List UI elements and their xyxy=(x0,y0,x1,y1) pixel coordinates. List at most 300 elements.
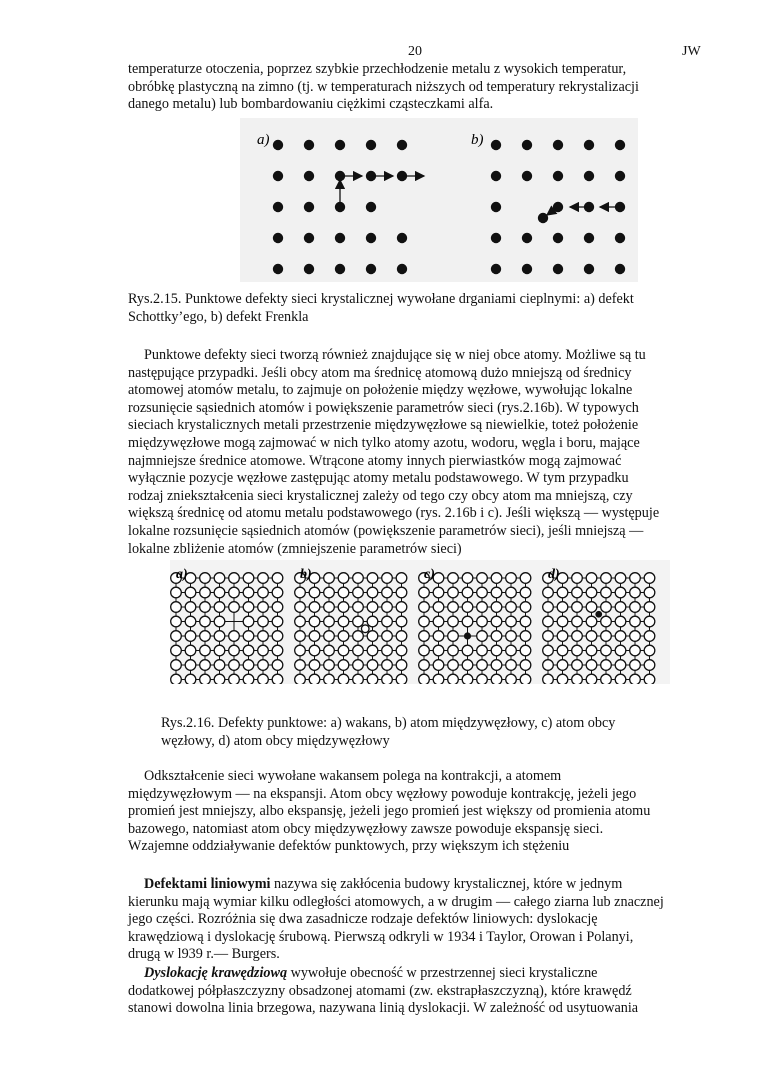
text-line: wyłącznie pozycje węzłowe zastępując atomy metalu podstawowego. W tym przypadku xyxy=(128,470,629,487)
lattice-atom xyxy=(353,587,364,598)
lattice-atom xyxy=(243,645,254,656)
lattice-atom xyxy=(229,660,240,671)
lattice-atom xyxy=(309,587,320,598)
figure-2-15 xyxy=(240,118,638,282)
lattice-atom xyxy=(324,631,335,642)
text-line: rodzaj zniekształcenia sieci krystalicznej zależy od tego czy obcy atom ma mniejszą, czy xyxy=(128,487,633,504)
lattice-atom xyxy=(477,587,488,598)
lattice-atom xyxy=(477,660,488,671)
term-edge-dislocation: Dyslokację krawędziową xyxy=(144,965,288,981)
lattice-atom xyxy=(338,587,349,598)
lattice-atom xyxy=(601,674,612,684)
lattice-atom xyxy=(462,674,473,684)
paragraph-line-defects xyxy=(128,876,688,964)
lattice-atom xyxy=(367,573,378,584)
lattice-atom xyxy=(272,573,283,584)
lattice-atom xyxy=(382,587,393,598)
lattice-atom xyxy=(338,602,349,613)
atom-dot xyxy=(273,140,283,150)
atom-dot xyxy=(335,233,345,243)
lattice-atom xyxy=(630,674,641,684)
lattice-atom xyxy=(185,631,196,642)
lattice-atom xyxy=(171,645,182,656)
lattice-atom xyxy=(543,660,554,671)
atom-dot xyxy=(491,171,501,181)
lattice-atom xyxy=(258,587,269,598)
panel-label-d: d) xyxy=(548,567,560,582)
atom-dot xyxy=(553,264,563,274)
lattice-atom xyxy=(433,616,444,627)
lattice-atom xyxy=(229,587,240,598)
text-line: temperaturze otoczenia, poprzez szybkie przechłodzenie metalu z wysokich temperatur, xyxy=(128,61,627,77)
term-line-defects: Defektami liniowymi xyxy=(144,876,271,892)
lattice-atom xyxy=(338,573,349,584)
lattice-atom xyxy=(506,660,517,671)
lattice-atom xyxy=(353,602,364,613)
atom-dot xyxy=(615,264,625,274)
lattice-atom xyxy=(367,660,378,671)
lattice-atom xyxy=(338,660,349,671)
lattice-atom xyxy=(396,587,407,598)
lattice-atom xyxy=(382,573,393,584)
lattice-atom xyxy=(491,573,502,584)
lattice-atom xyxy=(506,573,517,584)
lattice-atom xyxy=(572,674,583,684)
lattice-atom xyxy=(309,674,320,684)
lattice-panels xyxy=(171,573,655,684)
lattice-atom xyxy=(477,631,488,642)
lattice-atom xyxy=(543,631,554,642)
lattice-atom xyxy=(586,660,597,671)
text-line: lokalne rozsunięcie sąsiednich atomów (powiększenie parametrów sieci), jeśli mniejszą — xyxy=(128,522,644,539)
lattice-atom xyxy=(615,573,626,584)
lattice-atom xyxy=(448,645,459,656)
lattice-atom xyxy=(200,645,211,656)
lattice-atom xyxy=(309,602,320,613)
lattice-atom xyxy=(477,645,488,656)
lattice-atom xyxy=(229,674,240,684)
figure-2-16-drawing xyxy=(170,560,670,684)
atom-dot xyxy=(366,264,376,274)
lattice-atom xyxy=(630,573,641,584)
lattice-atom xyxy=(396,631,407,642)
atom-dot xyxy=(584,171,594,181)
figure-2-16 xyxy=(170,560,670,684)
lattice-atom xyxy=(586,674,597,684)
atom-dot xyxy=(584,140,594,150)
paragraph-edge-dislocation xyxy=(128,965,688,1018)
lattice-atom xyxy=(353,631,364,642)
lattice-atom xyxy=(520,631,531,642)
interstitial-atom xyxy=(361,625,369,633)
lattice-atom xyxy=(214,660,225,671)
lattice-atom xyxy=(185,660,196,671)
lattice-atom xyxy=(324,645,335,656)
atom-dot xyxy=(397,140,407,150)
atom-dot xyxy=(522,140,532,150)
lattice-atom xyxy=(491,660,502,671)
atom-dot xyxy=(397,264,407,274)
lattice-atom xyxy=(324,660,335,671)
lattice-atom xyxy=(433,602,444,613)
lattice-atom xyxy=(309,616,320,627)
lattice-atom xyxy=(520,602,531,613)
lattice-atom xyxy=(543,616,554,627)
lattice-atom xyxy=(272,674,283,684)
lattice-atom xyxy=(491,587,502,598)
lattice-atom xyxy=(572,602,583,613)
figure-2-16-caption xyxy=(161,715,615,750)
atom-dot xyxy=(273,264,283,274)
lattice-atom xyxy=(543,602,554,613)
lattice-atom xyxy=(185,616,196,627)
lattice-atom xyxy=(295,587,306,598)
lattice-atom xyxy=(243,631,254,642)
lattice-atom xyxy=(295,616,306,627)
lattice-atom xyxy=(419,660,430,671)
lattice-atom xyxy=(353,616,364,627)
text-line: krawędziową i dyslokację śrubową. Pierwszą odkryli w 1934 i Taylor, Orowan i Polanyi, xyxy=(128,928,634,945)
text-line: bazowego, natomiast atom obcy międzywęzłowy zawsze powoduje ekspansję sieci. xyxy=(128,820,604,837)
atom-dot xyxy=(553,171,563,181)
lattice-atom xyxy=(557,645,568,656)
caption-line: Rys.2.16. Defekty punktowe: a) wakans, b) atom międzywęzłowy, c) atom obcy xyxy=(161,715,616,731)
interstitial-foreign-atom xyxy=(595,611,602,618)
lattice-atom xyxy=(477,674,488,684)
lattice-atom xyxy=(367,645,378,656)
lattice-atom xyxy=(601,631,612,642)
atom-dot xyxy=(522,264,532,274)
lattice-atom xyxy=(615,602,626,613)
lattice-atom xyxy=(586,616,597,627)
lattice-atom xyxy=(295,660,306,671)
lattice-atom xyxy=(419,587,430,598)
atom-dot xyxy=(491,264,501,274)
lattice-atom xyxy=(214,602,225,613)
lattice-atom xyxy=(520,660,531,671)
caption-line: węzłowy, d) atom obcy międzywęzłowy xyxy=(161,732,390,749)
text-line: najmniejsze średnice atomowe. Wtrącone atomy innych pierwiastków mogą zajmować xyxy=(128,452,622,469)
atom-dot xyxy=(522,171,532,181)
lattice-atom xyxy=(272,660,283,671)
lattice-atom xyxy=(433,631,444,642)
atom-dot xyxy=(522,233,532,243)
lattice-atom xyxy=(433,660,444,671)
lattice-atom xyxy=(243,587,254,598)
lattice-atom xyxy=(448,573,459,584)
text-line: lokalne zbliżenie atomów (zmniejszenie parametrów sieci) xyxy=(128,540,462,557)
text-line: jego części. Rozróżnia się dwa zasadnicze rodzaje defektów liniowych: dyslokację xyxy=(128,911,598,928)
text-line: obróbkę plastyczną na zimno (tj. w temperaturach niższych od temperatury rekrystalizacji xyxy=(128,78,639,95)
atom-dot xyxy=(615,233,625,243)
atom-dot xyxy=(335,264,345,274)
lattice-atom xyxy=(572,660,583,671)
lattice-atom xyxy=(382,602,393,613)
lattice-atom xyxy=(324,616,335,627)
lattice-atom xyxy=(396,616,407,627)
atom-dot xyxy=(615,171,625,181)
lattice-atom xyxy=(258,660,269,671)
text-line: dodatkowej półpłaszczyzny obsadzonej atomami (zw. ekstrapłaszczyzną), które krawędź xyxy=(128,982,632,999)
atom-dot xyxy=(273,202,283,212)
lattice-atom xyxy=(462,645,473,656)
lattice-atom xyxy=(419,645,430,656)
lattice-atom xyxy=(419,631,430,642)
lattice-atom xyxy=(309,631,320,642)
lattice-atom xyxy=(309,645,320,656)
lattice-atom xyxy=(448,587,459,598)
lattice-atom xyxy=(324,674,335,684)
atom-dot xyxy=(304,171,314,181)
lattice-atom xyxy=(477,602,488,613)
text-line: większą średnicę od atomu metalu podstawowego (rys. 2.16b i c). Jeśli większą — występuje xyxy=(128,505,660,522)
lattice-atom xyxy=(586,631,597,642)
interstitial-atom-dot xyxy=(538,213,548,223)
lattice-atom xyxy=(520,645,531,656)
caption-line: Rys.2.15. Punktowe defekty sieci krystalicznej wywołane drganiami cieplnymi: a) defekt xyxy=(128,291,634,307)
lattice-atom xyxy=(543,587,554,598)
lattice-atom xyxy=(601,587,612,598)
lattice-atom xyxy=(572,587,583,598)
lattice-atom xyxy=(448,660,459,671)
lattice-atom xyxy=(214,587,225,598)
lattice-atom xyxy=(644,573,655,584)
lattice-atom xyxy=(520,587,531,598)
text-run: wywołuje obecność w przestrzennej sieci krystaliczne xyxy=(287,965,598,981)
lattice-atom xyxy=(324,602,335,613)
atom-dot xyxy=(491,233,501,243)
lattice-atom xyxy=(572,645,583,656)
displacement-arrows xyxy=(340,176,618,215)
lattice-atom xyxy=(557,616,568,627)
lattice-atom xyxy=(644,645,655,656)
lattice-atom xyxy=(272,602,283,613)
figure-2-15-drawing xyxy=(240,118,638,282)
atom-dot xyxy=(553,140,563,150)
panel-label-b: b) xyxy=(471,132,484,148)
lattice-atom xyxy=(462,587,473,598)
lattice-atom xyxy=(491,645,502,656)
lattice-atom xyxy=(258,674,269,684)
lattice-atom xyxy=(601,602,612,613)
text-line: kierunku mają wymiar kilku odległości atomowych, a w drugim — całego ziarna lub znacznej xyxy=(128,893,664,910)
lattice-atom xyxy=(448,674,459,684)
lattice-atom xyxy=(462,660,473,671)
lattice-atom xyxy=(382,616,393,627)
lattice-atom xyxy=(557,674,568,684)
lattice-atom xyxy=(543,674,554,684)
lattice-atom xyxy=(601,645,612,656)
lattice-atom xyxy=(200,660,211,671)
text-line: drugą w l939 r.— Burgers. xyxy=(128,946,280,963)
lattice-atom xyxy=(353,645,364,656)
lattice-atom xyxy=(243,616,254,627)
atom-dot xyxy=(584,264,594,274)
lattice-atom xyxy=(506,645,517,656)
lattice-atom xyxy=(572,573,583,584)
lattice-atom xyxy=(229,645,240,656)
lattice-atom xyxy=(200,616,211,627)
lattice-atom xyxy=(214,645,225,656)
substitutional-atom xyxy=(464,632,471,639)
figure-2-15-caption xyxy=(128,291,634,326)
lattice-atom xyxy=(572,631,583,642)
lattice-atom xyxy=(324,573,335,584)
atom-dot xyxy=(304,202,314,212)
lattice-atom xyxy=(353,674,364,684)
lattice-atom xyxy=(491,616,502,627)
lattice-atom xyxy=(185,602,196,613)
lattice-atom xyxy=(630,631,641,642)
lattice-atom xyxy=(258,602,269,613)
lattice-atom xyxy=(630,587,641,598)
lattice-atom xyxy=(615,645,626,656)
lattice-atom xyxy=(491,674,502,684)
lattice-atom xyxy=(615,587,626,598)
lattice-atom xyxy=(644,616,655,627)
lattice-atom xyxy=(353,660,364,671)
atom-dot xyxy=(397,233,407,243)
lattice-atom xyxy=(396,573,407,584)
lattice-atom xyxy=(243,660,254,671)
lattice-atom xyxy=(382,660,393,671)
lattice-atom xyxy=(295,631,306,642)
lattice-atom xyxy=(171,616,182,627)
lattice-atom xyxy=(396,674,407,684)
page-number: 20 xyxy=(408,44,422,59)
lattice-atom xyxy=(367,674,378,684)
text-line: sieciach krystalicznych metali przestrzenie międzywęzłowe są niewielkie, toteż położenie xyxy=(128,417,639,434)
lattice-atom xyxy=(200,587,211,598)
lattice-atom xyxy=(200,631,211,642)
lattice-atom xyxy=(586,645,597,656)
lattice-atom xyxy=(396,645,407,656)
atom-dot xyxy=(366,140,376,150)
lattice-atom xyxy=(338,616,349,627)
lattice-atom xyxy=(295,645,306,656)
lattice-atom xyxy=(367,631,378,642)
lattice-atom xyxy=(601,616,612,627)
panel-label-b: b) xyxy=(300,567,312,582)
lattice-atom xyxy=(477,573,488,584)
text-run: nazywa się zakłócenia budowy krystalicznej, które w jednym xyxy=(270,876,623,892)
lattice-atom xyxy=(185,587,196,598)
lattice-atom xyxy=(448,616,459,627)
lattice-atom xyxy=(243,674,254,684)
lattice-atom xyxy=(185,674,196,684)
lattice-atom xyxy=(396,602,407,613)
lattice-atom xyxy=(338,645,349,656)
caption-line: Schottky’ego, b) defekt Frenkla xyxy=(128,308,309,325)
lattice-atom xyxy=(491,602,502,613)
lattice-atom xyxy=(462,616,473,627)
lattice-atom xyxy=(462,573,473,584)
lattice-atom xyxy=(506,587,517,598)
lattice-atom xyxy=(433,587,444,598)
lattice-atom xyxy=(185,645,196,656)
lattice-atom xyxy=(419,616,430,627)
atom-dot xyxy=(366,202,376,212)
paragraph-lattice-strain xyxy=(128,768,688,856)
lattice-atom xyxy=(506,616,517,627)
lattice-atom xyxy=(258,631,269,642)
lattice-atom xyxy=(520,674,531,684)
lattice-atom xyxy=(338,674,349,684)
lattice-atom xyxy=(601,573,612,584)
lattice-atom xyxy=(520,573,531,584)
atom-dot xyxy=(335,140,345,150)
lattice-atom xyxy=(367,587,378,598)
atom-dot xyxy=(273,171,283,181)
atom-dot xyxy=(304,140,314,150)
lattice-atom xyxy=(229,602,240,613)
text-line: danego metalu) lub bombardowaniu ciężkimi cząsteczkami alfa. xyxy=(128,96,494,113)
text-line: Wzajemne oddziaływanie defektów punktowych, przy większym ich stężeniu xyxy=(128,838,570,855)
lattice-atom xyxy=(295,674,306,684)
atom-dot xyxy=(491,140,501,150)
lattice-atom xyxy=(243,602,254,613)
atom-dot xyxy=(615,140,625,150)
lattice-atom xyxy=(462,602,473,613)
lattice-atom xyxy=(171,631,182,642)
atom-dot xyxy=(366,233,376,243)
atom-dot xyxy=(584,233,594,243)
lattice-atom xyxy=(644,631,655,642)
lattice-atom xyxy=(448,602,459,613)
lattice-atom xyxy=(295,602,306,613)
lattice-atom xyxy=(419,674,430,684)
lattice-atom xyxy=(353,573,364,584)
lattice-atom xyxy=(630,660,641,671)
lattice-atom xyxy=(586,587,597,598)
lattice-atom xyxy=(229,573,240,584)
lattice-atom xyxy=(229,631,240,642)
lattice-atom xyxy=(630,602,641,613)
lattice-atom xyxy=(200,674,211,684)
lattice-atom xyxy=(171,587,182,598)
lattice-atom xyxy=(615,631,626,642)
lattice-atom xyxy=(506,602,517,613)
text-line xyxy=(128,965,688,983)
lattice-atom xyxy=(506,631,517,642)
paragraph-intro xyxy=(128,61,688,114)
lattice-atom xyxy=(171,674,182,684)
atom-dot xyxy=(304,233,314,243)
lattice-atom xyxy=(433,645,444,656)
lattice-atom xyxy=(506,674,517,684)
lattice-atom xyxy=(644,674,655,684)
paragraph-foreign-atoms xyxy=(128,347,688,558)
lattice-atom xyxy=(382,645,393,656)
lattice-atom xyxy=(572,616,583,627)
lattice-atom xyxy=(557,587,568,598)
atom-dot xyxy=(273,233,283,243)
lattice-atom xyxy=(338,631,349,642)
lattice-atom xyxy=(258,645,269,656)
header-initials: JW xyxy=(682,44,701,59)
lattice-atom xyxy=(396,660,407,671)
lattice-atom xyxy=(644,602,655,613)
lattice-atom xyxy=(272,645,283,656)
text-line: Punktowe defekty sieci tworzą również znajdujące się w niej obce atomy. Możliwe są tu xyxy=(144,347,646,363)
lattice-atom xyxy=(491,631,502,642)
text-line: stanowi dowolna linia brzegowa, nazywana linią dyslokacji. W zależność od usytuowania xyxy=(128,1000,639,1017)
lattice-atom xyxy=(543,645,554,656)
lattice-atom xyxy=(309,660,320,671)
text-line: następujące przypadki. Jeśli obcy atom ma średnicę atomową dużo mniejszą od średnicy xyxy=(128,364,632,381)
lattice-atom xyxy=(615,616,626,627)
lattice-atom xyxy=(214,616,225,627)
